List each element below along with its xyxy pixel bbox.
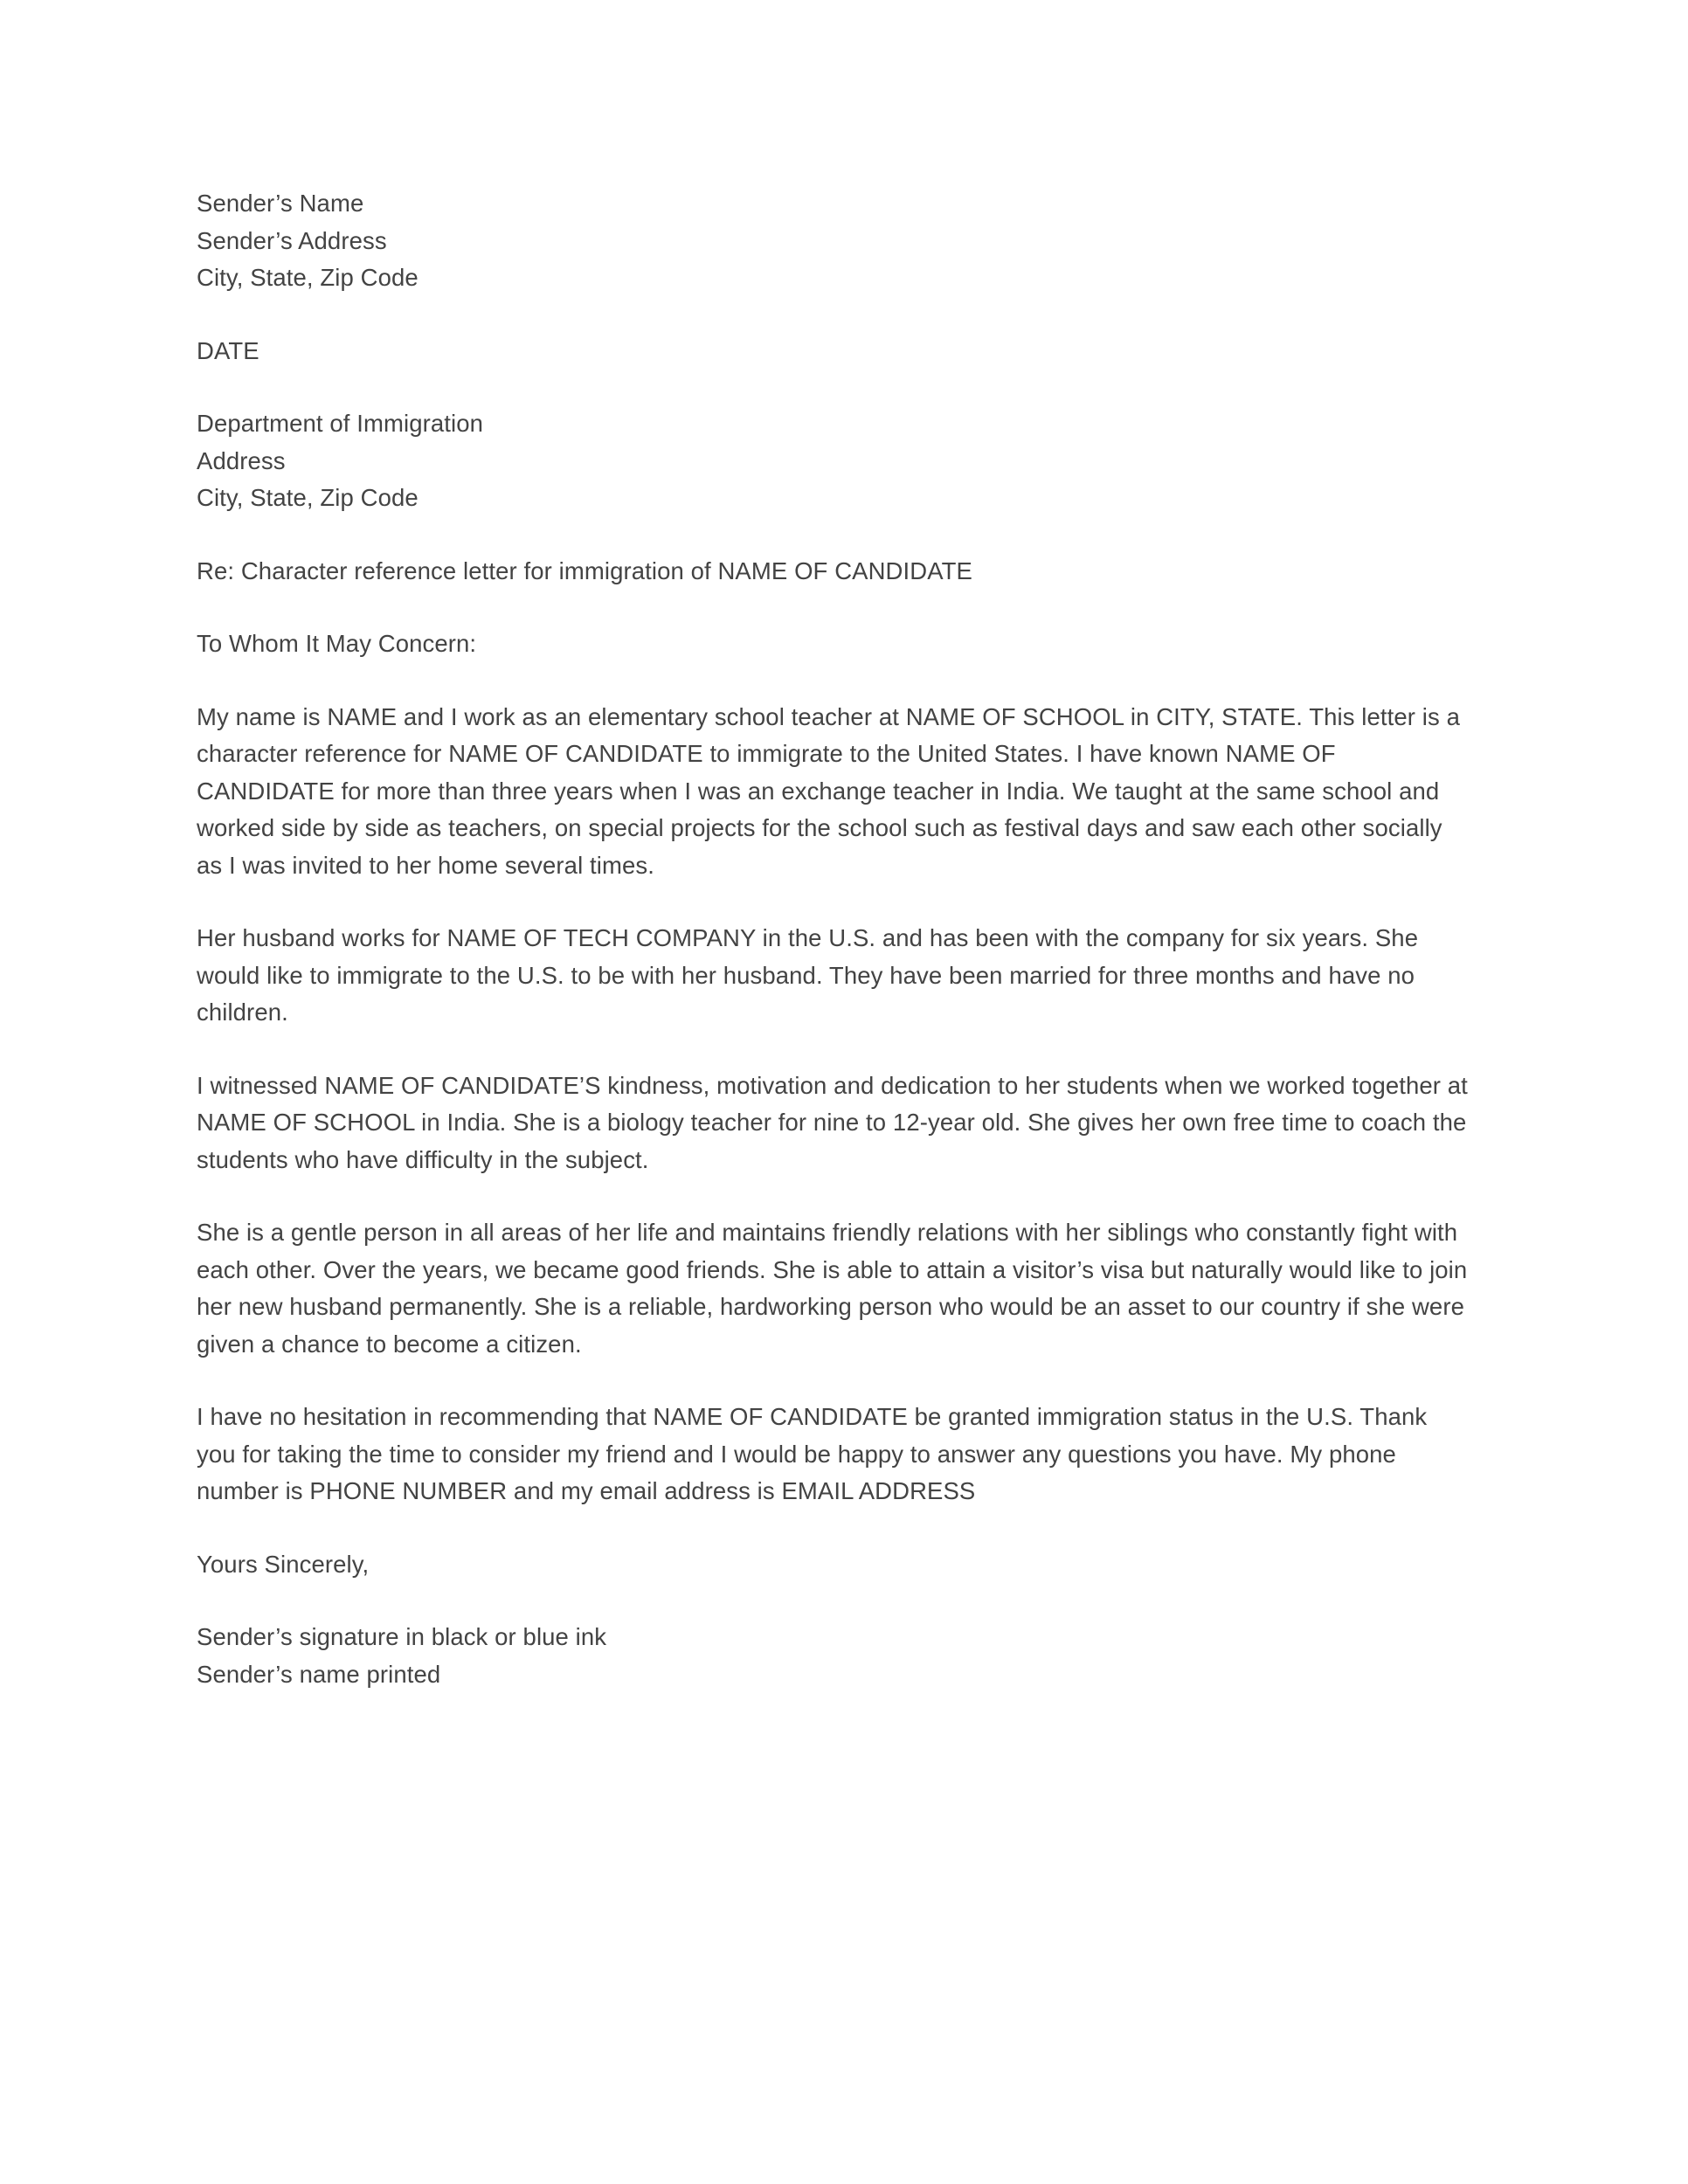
letter-body <box>197 185 1475 1693</box>
body-paragraph-2: Her husband works for NAME OF TECH COMPANY in the U.S. and has been with the company for six years. She would like to immigrate to the U.S. to be with her husband. They have been married for three months and have no children. <box>197 924 1425 1026</box>
signature-block <box>197 1619 1472 1693</box>
recipient-address-line: Address <box>197 446 286 474</box>
sender-name-line: Sender’s Name <box>197 190 364 217</box>
date-line: DATE <box>197 336 259 364</box>
subject-line: Re: Character reference letter for immigration of NAME OF CANDIDATE <box>197 556 972 584</box>
body-paragraph-4: She is a gentle person in all areas of her life and maintains friendly relations with her siblings who constantly fight with each other. Over the years, we became good friends. She is able to attain a visitor’s visa but naturally would like to join her new husband permanently. She is a reliable, hardworking person who would be an asset to our country if she were given a chance to become a citizen. <box>197 1219 1475 1358</box>
salutation-line: To Whom It May Concern: <box>197 630 477 657</box>
closing-block <box>197 1546 1472 1584</box>
sender-city-state-zip-line: City, State, Zip Code <box>197 264 419 291</box>
closing-line: Yours Sincerely, <box>197 1550 370 1578</box>
sender-address-block <box>197 185 1472 297</box>
date-block <box>197 333 1472 370</box>
signature-instruction-line: Sender’s signature in black or blue ink <box>197 1623 607 1650</box>
salutation-block <box>197 625 1472 663</box>
printed-name-line: Sender’s name printed <box>197 1660 441 1688</box>
body-paragraph-3: I witnessed NAME OF CANDIDATE’S kindness, motivation and dedication to her students when we worked together at NAME OF SCHOOL in India. She is a biology teacher for nine to 12-year old. She gives her own free time to coach the students who have difficulty in the subject. <box>197 1071 1475 1173</box>
sender-address-line: Sender’s Address <box>197 226 387 254</box>
body-paragraph-5: I have no hesitation in recommending that NAME OF CANDIDATE be granted immigration status in the U.S. Thank you for taking the time to consider my friend and I would be happy to answer any questions you have. My phone number is PHONE NUMBER and my email address is EMAIL ADDRESS <box>197 1403 1434 1504</box>
recipient-address-block <box>197 405 1472 517</box>
subject-block <box>197 553 1472 591</box>
recipient-city-state-zip-line: City, State, Zip Code <box>197 484 419 511</box>
body-paragraph-1: My name is NAME and I work as an elementary school teacher at NAME OF SCHOOL in CITY, STATE. This letter is a character reference for NAME OF CANDIDATE to immigrate to the United States. I have known NAME OF CANDIDATE for more than three years when I was an exchange teacher in India. We taught at the same school and worked side by side as teachers, on special projects for the school such as festival days and saw each other socially as I was invited to her home several times. <box>197 702 1467 879</box>
recipient-organization-line: Department of Immigration <box>197 410 484 437</box>
